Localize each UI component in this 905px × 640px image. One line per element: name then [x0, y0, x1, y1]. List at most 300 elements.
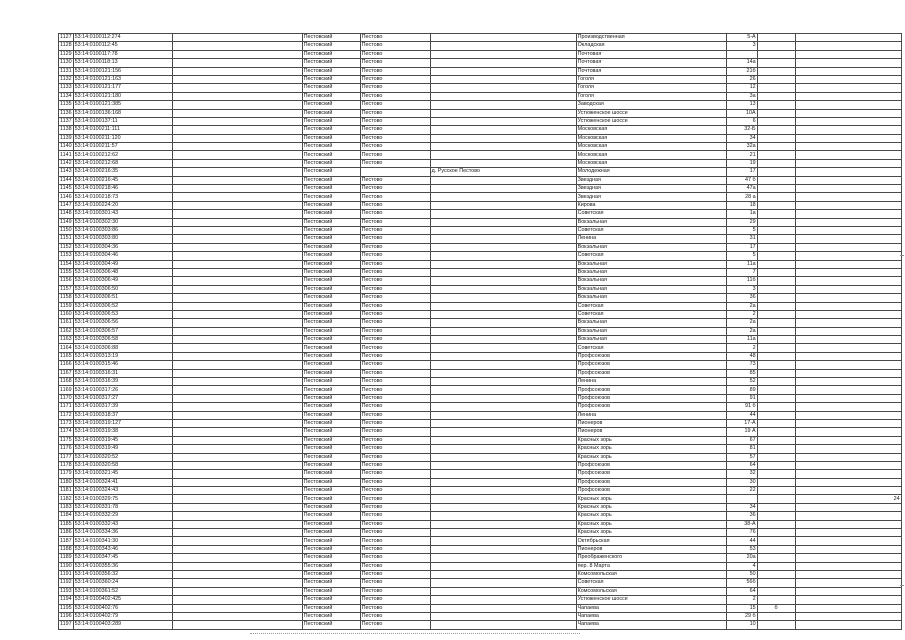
building-cell	[757, 75, 795, 83]
building-cell	[757, 352, 795, 360]
extra-cell	[795, 403, 901, 411]
col-empty-1-cell	[172, 621, 302, 629]
extra-cell	[795, 235, 901, 243]
table-row	[59, 268, 902, 276]
street-cell: Советская	[576, 210, 726, 218]
extra-cell	[795, 59, 901, 67]
settlement-cell: Пестово	[360, 352, 430, 360]
table-body	[59, 34, 902, 630]
cadastral-number-cell: 53:14:0100319:45	[73, 436, 172, 444]
house-number-cell: 21	[726, 151, 757, 159]
district-cell: Пестовский	[302, 512, 360, 520]
settlement-cell: Пестово	[360, 537, 430, 545]
extra-cell	[795, 277, 901, 285]
table-row	[59, 487, 902, 495]
col-empty-1-cell	[172, 612, 302, 620]
table-row	[59, 109, 902, 117]
street-cell: Красных зорь	[576, 520, 726, 528]
table-row	[59, 134, 902, 142]
extra-cell	[795, 461, 901, 469]
row-number-cell: 1143	[60, 168, 72, 175]
house-number-cell: 13	[726, 101, 757, 109]
table-row	[59, 143, 902, 151]
house-number-cell: 3а	[726, 92, 757, 100]
col-empty-1-cell	[172, 478, 302, 486]
cadastral-number-cell: 53:14:0100121:163	[73, 75, 172, 83]
house-number-cell: 47 б	[726, 176, 757, 184]
cadastral-number-cell: 53:14:0100304:36	[73, 243, 172, 251]
district-cell: Пестовский	[302, 436, 360, 444]
row-number-cell: 1172	[60, 411, 72, 418]
col-empty-1-cell	[172, 302, 302, 310]
row-number-cell: 1193	[60, 587, 72, 594]
extra-cell	[795, 319, 901, 327]
col-empty-1-cell	[172, 571, 302, 579]
street-cell: Советская	[576, 252, 726, 260]
col-empty-1-cell	[172, 327, 302, 335]
col-empty-1-cell	[172, 268, 302, 276]
table-row	[59, 344, 902, 352]
row-number-cell: 1145	[60, 185, 72, 192]
cadastral-number-cell: 53:14:0100121:180	[73, 92, 172, 100]
cadastral-number-cell: 53:14:0100306:49	[73, 277, 172, 285]
building-cell	[757, 176, 795, 184]
table-row	[59, 445, 902, 453]
col-empty-1-cell	[172, 218, 302, 226]
settlement-cell: Пестово	[360, 487, 430, 495]
street-cell: Вокзальная	[576, 260, 726, 268]
street-cell: Чапаева	[576, 612, 726, 620]
table-row	[59, 50, 902, 58]
cadastral-number-cell: 53:14:0100216:45	[73, 176, 172, 184]
col-empty-1-cell	[172, 101, 302, 109]
col-empty-1-cell	[172, 67, 302, 75]
extra-cell	[795, 302, 901, 310]
extra-cell	[795, 587, 901, 595]
extra-cell	[795, 428, 901, 436]
col-empty-1-cell	[172, 75, 302, 83]
district-cell: Пестовский	[302, 92, 360, 100]
col-empty-1-cell	[172, 143, 302, 151]
settlement-cell: Пестово	[360, 126, 430, 134]
table-row	[59, 310, 902, 318]
house-number-cell: 64	[726, 587, 757, 595]
cadastral-number-cell: 53:14:0100117:78	[73, 50, 172, 58]
settlement-cell: Пестово	[360, 529, 430, 537]
district-cell: Пестовский	[302, 59, 360, 67]
locality-cell	[430, 436, 576, 444]
extra-cell	[795, 445, 901, 453]
col-empty-1-cell	[172, 419, 302, 427]
row-number-cell: 1179	[60, 470, 72, 477]
table-row	[59, 75, 902, 83]
building-cell	[757, 168, 795, 176]
col-empty-1-cell	[172, 210, 302, 218]
district-cell: Пестовский	[302, 285, 360, 293]
house-number-cell: 47а	[726, 185, 757, 193]
row-number-cell: 1157	[60, 285, 72, 292]
extra-cell	[795, 226, 901, 234]
district-cell: Пестовский	[302, 495, 360, 503]
extra-cell	[795, 193, 901, 201]
locality-cell	[430, 159, 576, 167]
extra-cell	[795, 268, 901, 276]
settlement-cell: Пестово	[360, 243, 430, 251]
cadastral-number-cell: 53:14:0100112:274	[73, 34, 172, 42]
building-cell	[757, 277, 795, 285]
house-number-cell: 4	[726, 562, 757, 570]
row-number-cell: 1189	[60, 554, 72, 561]
locality-cell	[430, 126, 576, 134]
street-cell: Профсоюзов	[576, 403, 726, 411]
cadastral-number-cell: 53:14:0100321:45	[73, 470, 172, 478]
table-row	[59, 361, 902, 369]
cadastral-number-cell: 53:14:0100320:52	[73, 453, 172, 461]
district-cell: Пестовский	[302, 143, 360, 151]
table-row	[59, 512, 902, 520]
house-number-cell: 52	[726, 378, 757, 386]
house-number-cell: 2а	[726, 327, 757, 335]
table-row	[59, 185, 902, 193]
building-cell	[757, 512, 795, 520]
house-number-cell: 85	[726, 369, 757, 377]
cadastral-number-cell: 53:14:0100402:76	[73, 604, 172, 612]
house-number-cell: 44	[726, 411, 757, 419]
settlement-cell: Пестово	[360, 117, 430, 125]
district-cell: Пестовский	[302, 226, 360, 234]
table-row	[59, 562, 902, 570]
street-cell: Вокзальная	[576, 327, 726, 335]
street-cell: Красных зорь	[576, 436, 726, 444]
extra-cell	[795, 554, 901, 562]
street-cell: Профсоюзов	[576, 487, 726, 495]
cadastral-number-cell: 53:14:0100137:11	[73, 117, 172, 125]
col-empty-1-cell	[172, 193, 302, 201]
district-cell: Пестовский	[302, 621, 360, 629]
col-empty-1-cell	[172, 487, 302, 495]
district-cell: Пестовский	[302, 50, 360, 58]
street-cell: Профсоюзов	[576, 352, 726, 360]
street-cell: Почтовая	[576, 67, 726, 75]
table-row	[59, 302, 902, 310]
street-cell: Гоголя	[576, 92, 726, 100]
col-empty-1-cell	[172, 436, 302, 444]
district-cell: Пестовский	[302, 411, 360, 419]
house-number-cell	[726, 50, 757, 58]
locality-cell	[430, 478, 576, 486]
locality-cell	[430, 596, 576, 604]
district-cell: Пестовский	[302, 352, 360, 360]
cadastral-number-cell: 53:14:0100313:19	[73, 352, 172, 360]
extra-cell	[795, 621, 901, 629]
col-empty-1-cell	[172, 520, 302, 528]
cadastral-number-cell: 53:14:0100317:27	[73, 394, 172, 402]
row-number-cell: 1130	[60, 59, 72, 66]
street-cell: Советская	[576, 344, 726, 352]
district-cell: Пестовский	[302, 134, 360, 142]
col-empty-1-cell	[172, 168, 302, 176]
street-cell: Молодежная	[576, 168, 726, 176]
row-number-cell: 1187	[60, 537, 72, 544]
settlement-cell: Пестово	[360, 92, 430, 100]
locality-cell	[430, 361, 576, 369]
house-number-cell: 36	[726, 512, 757, 520]
settlement-cell: Пестово	[360, 478, 430, 486]
building-cell	[757, 126, 795, 134]
table-row	[59, 151, 902, 159]
row-number-cell: 1197	[60, 621, 72, 628]
settlement-cell: Пестово	[360, 604, 430, 612]
extra-cell	[795, 419, 901, 427]
table-row	[59, 117, 902, 125]
cadastral-number-cell: 53:14:0100403:289	[73, 621, 172, 629]
extra-cell	[795, 243, 901, 251]
locality-cell	[430, 529, 576, 537]
house-number-cell: 17-А	[726, 419, 757, 427]
street-cell: Вокзальная	[576, 294, 726, 302]
house-number-cell: 32а	[726, 143, 757, 151]
street-cell: Почтовая	[576, 59, 726, 67]
district-cell: Пестовский	[302, 84, 360, 92]
cadastral-number-cell: 53:14:0100304:46	[73, 252, 172, 260]
extra-cell	[795, 537, 901, 545]
street-cell: Советская	[576, 302, 726, 310]
cadastral-number-cell: 53:14:0100319:49	[73, 445, 172, 453]
table-row	[59, 478, 902, 486]
settlement-cell: Пестово	[360, 361, 430, 369]
row-number-cell: 1150	[60, 227, 72, 234]
house-number-cell: 34	[726, 134, 757, 142]
table-row	[59, 419, 902, 427]
building-cell	[757, 478, 795, 486]
street-cell: Вокзальная	[576, 243, 726, 251]
district-cell: Пестовский	[302, 478, 360, 486]
extra-cell	[795, 159, 901, 167]
settlement-cell: Пестово	[360, 294, 430, 302]
district-cell: Пестовский	[302, 327, 360, 335]
street-cell: Красных зорь	[576, 445, 726, 453]
col-empty-1-cell	[172, 394, 302, 402]
building-cell	[757, 50, 795, 58]
building-cell	[757, 562, 795, 570]
extra-cell	[795, 42, 901, 50]
district-cell: Пестовский	[302, 319, 360, 327]
cadastral-number-cell: 53:14:0100331:78	[73, 503, 172, 511]
house-number-cell: 32	[726, 470, 757, 478]
row-number-cell: 1183	[60, 503, 72, 510]
district-cell: Пестовский	[302, 176, 360, 184]
cadastral-number-cell: 53:14:0100347:45	[73, 554, 172, 562]
locality-cell	[430, 201, 576, 209]
house-number-cell: 22	[726, 487, 757, 495]
locality-cell	[430, 327, 576, 335]
extra-cell	[795, 411, 901, 419]
settlement-cell: Пестово	[360, 369, 430, 377]
table-row	[59, 394, 902, 402]
settlement-cell: Пестово	[360, 277, 430, 285]
district-cell: Пестовский	[302, 268, 360, 276]
locality-cell	[430, 579, 576, 587]
street-cell: Московская	[576, 143, 726, 151]
district-cell: Пестовский	[302, 562, 360, 570]
col-empty-1-cell	[172, 226, 302, 234]
col-empty-1-cell	[172, 403, 302, 411]
settlement-cell: Пестово	[360, 470, 430, 478]
row-number-cell: 1138	[60, 126, 72, 133]
settlement-cell: Пестово	[360, 101, 430, 109]
table-row	[59, 461, 902, 469]
house-number-cell: 11а	[726, 336, 757, 344]
building-cell	[757, 260, 795, 268]
locality-cell	[430, 445, 576, 453]
row-number-cell: 1178	[60, 462, 72, 469]
cadastral-number-cell: 53:14:0100306:52	[73, 302, 172, 310]
settlement-cell: Пестово	[360, 327, 430, 335]
table-row	[59, 201, 902, 209]
row-number-cell: 1128	[60, 42, 72, 49]
table-row	[59, 470, 902, 478]
district-cell: Пестовский	[302, 151, 360, 159]
table-row	[59, 285, 902, 293]
building-cell	[757, 92, 795, 100]
row-number-cell: 1149	[60, 218, 72, 225]
settlement-cell: Пестово	[360, 461, 430, 469]
house-number-cell: 57	[726, 453, 757, 461]
register-table	[58, 33, 902, 630]
district-cell: Пестовский	[302, 587, 360, 595]
cadastral-number-cell: 53:14:0100319:38	[73, 428, 172, 436]
building-cell	[757, 143, 795, 151]
extra-cell	[795, 361, 901, 369]
building-cell	[757, 109, 795, 117]
street-cell: Кирова	[576, 201, 726, 209]
table-row	[59, 84, 902, 92]
district-cell: Пестовский	[302, 277, 360, 285]
table-row	[59, 168, 902, 176]
locality-cell	[430, 59, 576, 67]
settlement-cell: Пестово	[360, 436, 430, 444]
row-number-cell: 1134	[60, 92, 72, 99]
street-cell: Советская	[576, 579, 726, 587]
settlement-cell: Пестово	[360, 411, 430, 419]
street-cell: Московская	[576, 126, 726, 134]
street-cell: Устюженское шоссе	[576, 117, 726, 125]
house-number-cell: 10А	[726, 109, 757, 117]
street-cell: Вокзальная	[576, 319, 726, 327]
extra-cell	[795, 101, 901, 109]
settlement-cell: Пестово	[360, 319, 430, 327]
cadastral-number-cell: 53:14:0100320:58	[73, 461, 172, 469]
col-empty-1-cell	[172, 260, 302, 268]
extra-cell	[795, 596, 901, 604]
house-number-cell: 19	[726, 159, 757, 167]
table-row	[59, 67, 902, 75]
extra-cell	[795, 92, 901, 100]
house-number-cell: 11б	[726, 277, 757, 285]
table-row	[59, 235, 902, 243]
col-empty-1-cell	[172, 243, 302, 251]
cadastral-number-cell: 53:14:0100136:168	[73, 109, 172, 117]
house-number-cell: 7	[726, 268, 757, 276]
building-cell	[757, 159, 795, 167]
settlement-cell: Пестово	[360, 512, 430, 520]
locality-cell	[430, 176, 576, 184]
extra-cell	[795, 109, 901, 117]
row-number-cell: 1152	[60, 243, 72, 250]
row-number-cell: 1167	[60, 369, 72, 376]
col-empty-1-cell	[172, 587, 302, 595]
house-number-cell: 30	[726, 478, 757, 486]
row-number-cell: 1135	[60, 101, 72, 108]
extra-cell	[795, 84, 901, 92]
extra-cell	[795, 34, 901, 42]
district-cell: Пестовский	[302, 159, 360, 167]
house-number-cell: 10	[726, 621, 757, 629]
extra-cell	[795, 285, 901, 293]
district-cell: Пестовский	[302, 117, 360, 125]
cadastral-number-cell: 53:14:0100302:30	[73, 218, 172, 226]
row-number-cell: 1158	[60, 294, 72, 301]
street-cell: Ленина	[576, 378, 726, 386]
building-cell	[757, 101, 795, 109]
street-cell: Устюженское шоссе	[576, 109, 726, 117]
building-cell	[757, 394, 795, 402]
house-number-cell: 1а	[726, 210, 757, 218]
house-number-cell: 12	[726, 84, 757, 92]
building-cell	[757, 235, 795, 243]
row-number-cell: 1192	[60, 579, 72, 586]
settlement-cell: Пестово	[360, 310, 430, 318]
street-cell: Московская	[576, 151, 726, 159]
cadastral-number-cell: 53:14:0100332:29	[73, 512, 172, 520]
street-cell: Профсоюзов	[576, 386, 726, 394]
cadastral-number-cell: 53:14:0100324:43	[73, 487, 172, 495]
row-number-cell: 1146	[60, 193, 72, 200]
margin-mark	[900, 255, 904, 256]
street-cell: Вокзальная	[576, 277, 726, 285]
locality-cell	[430, 143, 576, 151]
settlement-cell: Пестово	[360, 612, 430, 620]
locality-cell	[430, 512, 576, 520]
extra-cell	[795, 394, 901, 402]
settlement-cell: Пестово	[360, 176, 430, 184]
building-cell	[757, 243, 795, 251]
extra-cell	[795, 378, 901, 386]
locality-cell	[430, 185, 576, 193]
building-cell	[757, 419, 795, 427]
locality-cell	[430, 403, 576, 411]
settlement-cell: Пестово	[360, 50, 430, 58]
district-cell: Пестовский	[302, 520, 360, 528]
locality-cell	[430, 369, 576, 377]
extra-cell	[795, 67, 901, 75]
table-row	[59, 545, 902, 553]
district-cell: Пестовский	[302, 193, 360, 201]
building-cell	[757, 403, 795, 411]
col-empty-1-cell	[172, 411, 302, 419]
building-cell	[757, 587, 795, 595]
street-cell: Звездная	[576, 185, 726, 193]
col-empty-1-cell	[172, 545, 302, 553]
col-empty-1-cell	[172, 445, 302, 453]
table-row	[59, 621, 902, 629]
col-empty-1-cell	[172, 84, 302, 92]
col-empty-1-cell	[172, 126, 302, 134]
district-cell: Пестовский	[302, 503, 360, 511]
settlement-cell: Пестово	[360, 42, 430, 50]
house-number-cell: 29 б	[726, 612, 757, 620]
row-number-cell: 1139	[60, 134, 72, 141]
